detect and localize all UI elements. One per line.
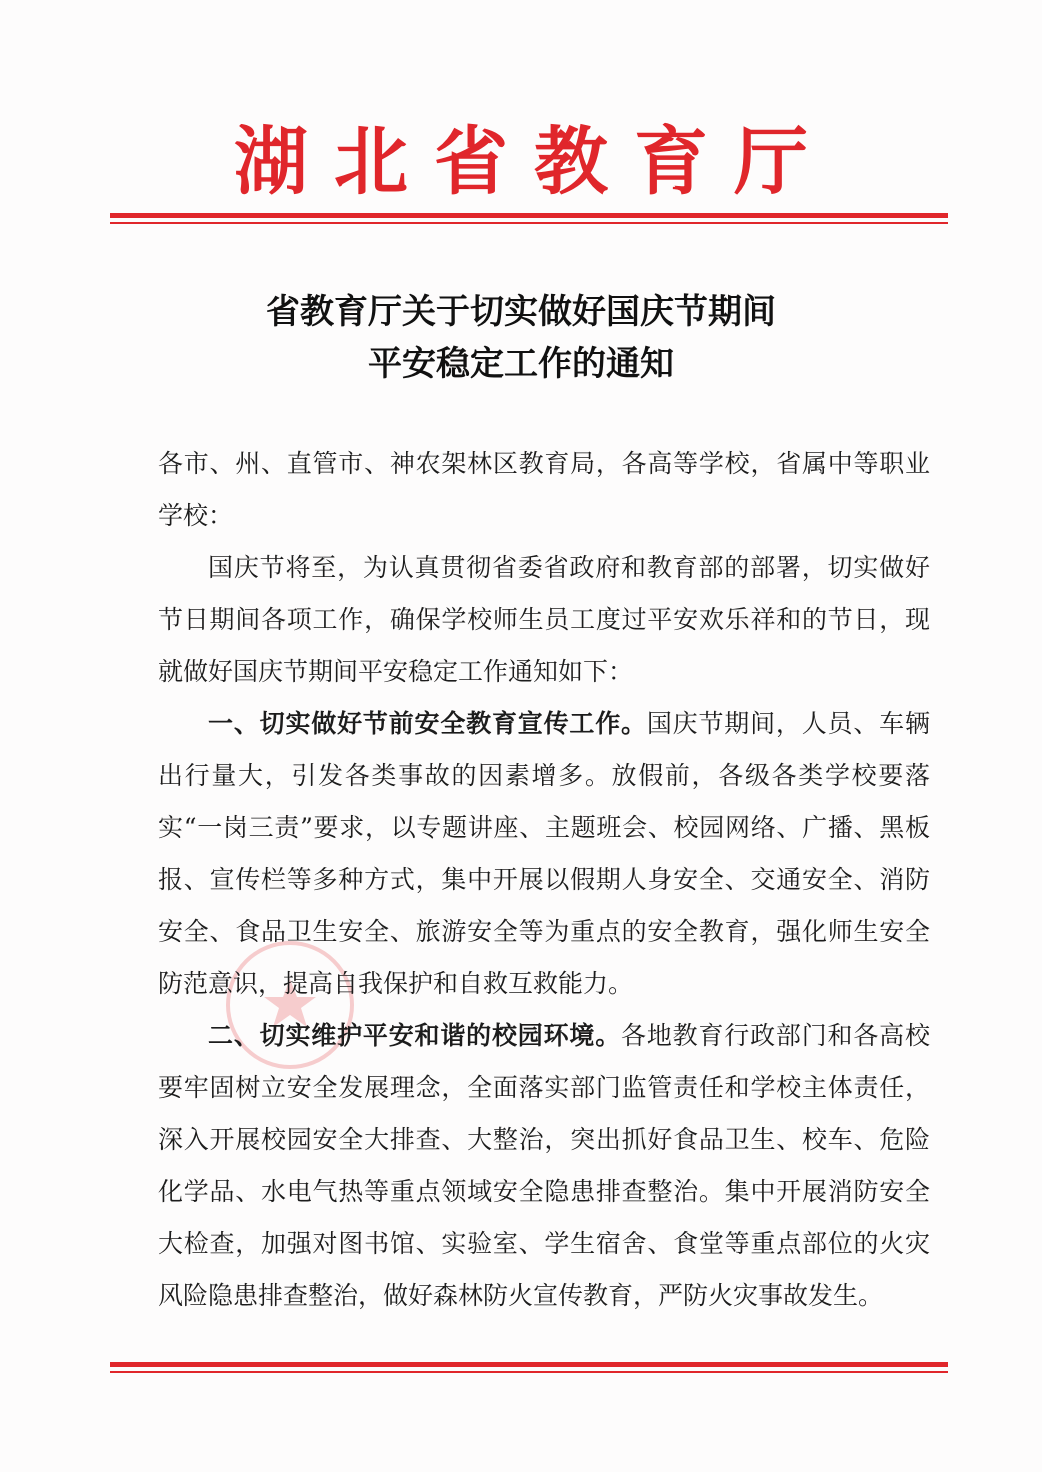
section-1-heading: 一、切实做好节前安全教育宣传工作。 <box>208 709 647 738</box>
section-2-paragraph <box>158 1010 930 1322</box>
section-2-heading: 二、切实维护平安和谐的校园环境。 <box>208 1021 622 1050</box>
title-line-2: 平安稳定工作的通知 <box>368 344 674 384</box>
title-line-1: 省教育厅关于切实做好国庆节期间 <box>266 292 776 332</box>
issuer-masthead: 湖北省教育厅 <box>234 119 834 205</box>
document-body <box>158 438 930 1322</box>
document-title <box>0 286 1042 390</box>
salutation: 各市、州、直管市、神农架林区教育局，各高等学校，省属中等职业学校： <box>158 449 930 530</box>
header-red-rule <box>110 213 948 224</box>
section-1-paragraph <box>158 698 930 1010</box>
section-2-text: 各地教育行政部门和各高校要牢固树立安全发展理念，全面落实部门监管责任和学校主体责任，深入开展校园安全大排查、大整治，突出抓好食品卫生、校车、危险化学品、水电气热等重点领域安全隐患排查整治。集中开展消防安全大检查，加强对图书馆、实验室、学生宿舍、食堂等重点部位的火灾风险隐患排查整治，做好森林防火宣传教育，严防火灾事故发生。 <box>158 1021 930 1310</box>
footer-red-rule <box>110 1362 948 1373</box>
section-1-text: 国庆节期间，人员、车辆出行量大，引发各类事故的因素增多。放假前，各级各类学校要落实“一岗三责”要求，以专题讲座、主题班会、校园网络、广播、黑板报、宣传栏等多种方式，集中开展以假期人身安全、交通安全、消防安全、食品卫生安全、旅游安全等为重点的安全教育，强化师生安全防范意识，提高自我保护和自救互救能力。 <box>158 709 930 998</box>
intro-paragraph: 国庆节将至，为认真贯彻省委省政府和教育部的部署，切实做好节日期间各项工作，确保学校师生员工度过平安欢乐祥和的节日，现就做好国庆节期间平安稳定工作通知如下： <box>158 553 930 686</box>
